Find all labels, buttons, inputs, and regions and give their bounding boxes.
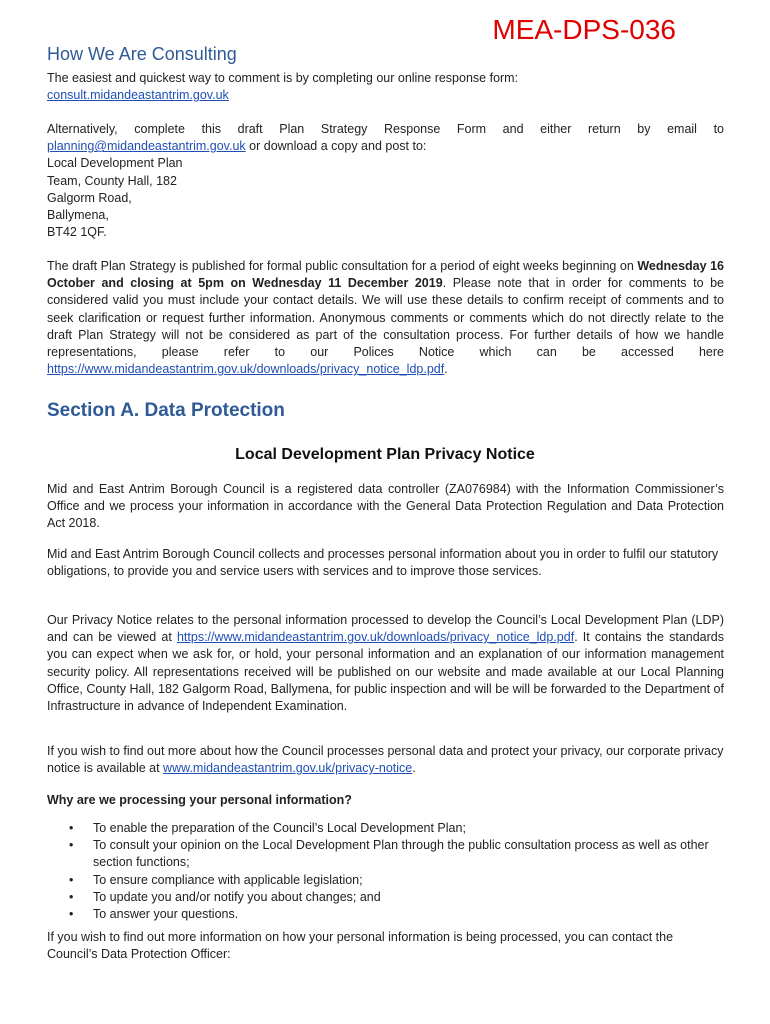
address-line: Galgorm Road, <box>47 190 132 205</box>
address-line: Ballymena, <box>47 208 109 223</box>
why-processing-heading: Why are we processing your personal information? <box>47 793 352 807</box>
planning-email-link[interactable]: planning@midandeastantrim.gov.uk <box>47 139 246 154</box>
privacy-notice-paragraph <box>47 612 724 715</box>
privacy-notice-title: Local Development Plan Privacy Notice <box>235 446 535 463</box>
bullet-icon: • <box>69 907 74 922</box>
bullet-icon: • <box>69 872 74 887</box>
collection-text: Mid and East Antrim Borough Council collects and processes personal information about you in order to fulfil our statutory obligations, to provide you and service users with services and to improve those services. <box>47 547 719 579</box>
postal-address <box>47 155 724 241</box>
corporate-privacy-link[interactable]: www.midandeastantrim.gov.uk/privacy-notice <box>163 761 413 776</box>
list-item: • To enable the preparation of the Council’s Local Development Plan; <box>47 820 724 837</box>
corporate-privacy-text: If you wish to find out more about how the Council processes personal data and protect your privacy, our corporate privacy notice is available at www.midandeastantrim.gov.uk/privacy-notice. <box>47 744 724 776</box>
list-item: • To answer your questions. <box>47 906 724 923</box>
consultation-dates: Wednesday 16 October and closing at 5pm on Wednesday 11 December 2019 <box>47 259 725 291</box>
consultation-period-text: The draft Plan Strategy is published for formal public consultation for a period of eight weeks beginning on Wednesday 16 October and closing at 5pm on Wednesday 11 December 2019. Please note that in order for comments to be considered valid you must include your contact details. We will use these details to confirm receipt of comments and to seek clarification or request further information. Anonymous comments or comments which do not directly relate to the draft Plan Strategy will not be considered as part of the consultation process. For further details of how we handle representations, please refer to our Polices Notice which can be accessed here https://www.midandeastantrim.gov.uk/downloads/privacy_notice_ldp.pdf. <box>47 259 725 377</box>
section-a-heading: Section A. Data Protection <box>47 400 285 421</box>
how-we-are-consulting-heading: How We Are Consulting <box>47 44 237 64</box>
why-processing-heading-block <box>47 792 724 809</box>
privacy-notice-link[interactable]: https://www.midandeastantrim.gov.uk/downloads/privacy_notice_ldp.pdf <box>176 630 575 645</box>
bullet-icon: • <box>69 838 74 853</box>
online-form-link[interactable]: consult.midandeastantrim.gov.uk <box>47 88 229 103</box>
bullet-icon: • <box>69 889 74 904</box>
data-controller-text: Mid and East Antrim Borough Council is a registered data controller (ZA076984) with the Information Commissioner’s Office and we process your information in accordance with the General Data Protection Regulation and Data Protection Act 2018. <box>47 482 724 531</box>
address-line: Local Development Plan <box>47 156 183 171</box>
online-form-intro: The easiest and quickest way to comment is by completing our online response form: consult.midandeastantrim.gov.uk <box>47 71 519 103</box>
ldp-privacy-notice-link[interactable]: https://www.midandeastantrim.gov.uk/downloads/privacy_notice_ldp.pdf <box>47 362 445 377</box>
processing-reasons-list <box>47 820 724 923</box>
list-item: • To consult your opinion on the Local Development Plan through the public consultation process as well as other section functions; <box>69 838 709 870</box>
dpo-contact-text: If you wish to find out more information on how your personal information is being processed, you can contact the Council’s Data Protection Officer: <box>47 930 674 962</box>
alternative-contact-text: Alternatively, complete this draft Plan Strategy Response Form and either return by email to planning@midandeastantrim.gov.uk or download a copy and post to: <box>47 122 724 154</box>
collection-paragraph <box>47 546 724 580</box>
list-item: • To update you and/or notify you about changes; and <box>47 889 724 906</box>
dpo-contact-paragraph <box>47 929 724 963</box>
document-reference-code: MEA-DPS-036 <box>492 14 676 45</box>
online-form-paragraph <box>47 70 724 104</box>
list-item: • To ensure compliance with applicable legislation; <box>47 872 724 889</box>
consultation-period-paragraph <box>47 258 724 378</box>
corporate-privacy-paragraph <box>47 743 724 777</box>
address-line: Team, County Hall, 182 <box>47 173 177 188</box>
bullet-icon: • <box>69 821 74 835</box>
alternative-contact-paragraph <box>47 121 724 241</box>
data-controller-paragraph <box>47 481 724 533</box>
privacy-notice-text: Our Privacy Notice relates to the personal information processed to develop the Council’s Local Development Plan (LDP) and can be viewed at https://www.midandeastantrim.gov.uk/downloads/privacy_notice_ldp.pdf. It contains the standards you can expect when we ask for, or hold, your personal information and an explanation of our information management security policy. All representations received will be published on our website and made available at our Local Planning Office, County Hall, 182 Galgorm Road, Ballymena, for public inspection and will be will be forwarded to the Department of Infrastructure in advance of Independent Examination. <box>47 613 725 714</box>
address-line: BT42 1QF. <box>47 225 107 240</box>
